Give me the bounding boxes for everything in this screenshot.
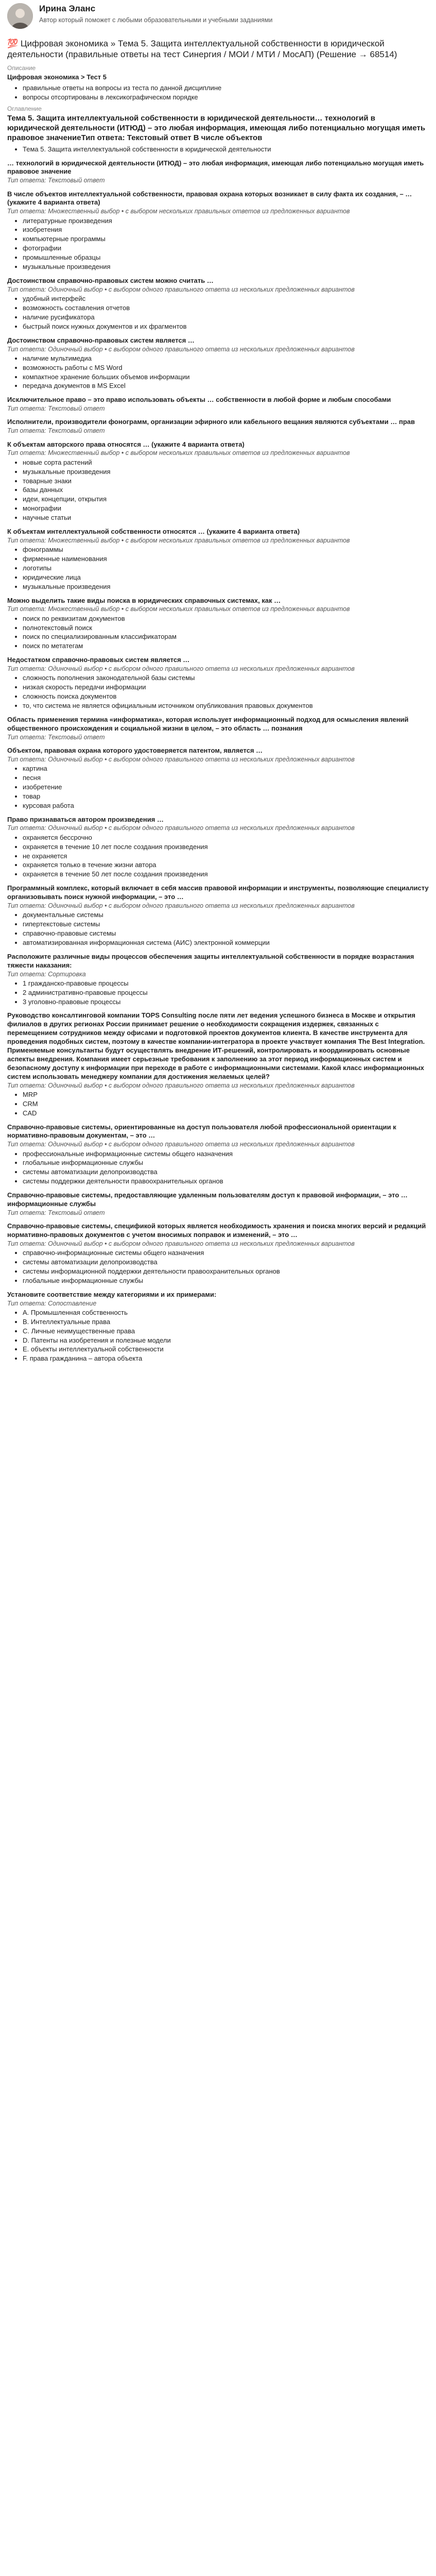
- options-list: [7, 295, 429, 331]
- question-block: [7, 1011, 429, 1117]
- option-item: • музыкальные произведения: [23, 468, 429, 477]
- options-list: [7, 834, 429, 879]
- toc-label: Оглавление: [7, 105, 42, 112]
- option-item: • гипертекстовые системы: [23, 920, 429, 929]
- question-text: Руководство консалтинговой компании TOPS Consulting после пяти лет ведения успешного бизнеса в Москве и открытия филиалов в других регионах России принимает решение о необходимости сокращения издержек, связанных с перемещением сотрудников между офисами и подготовкой проектов документов клиента. В качестве инструмента для проведения подобных систем, поэтому в качестве компании-интегратора в проекте участвует компания The Best Integration. Применяемые консультанты будут осуществлять внедрение ИТ-решений, контролировать и координировать основные аспекты внедрения. Компания имеет серьезные требования к заполнению за этот период информационных систем и безопасному доступу к информации при переходе в работе с информационными системами. Какой класс информационных систем использовать менеджеру компании для достижения желаемых целей?: [7, 1011, 425, 1080]
- option-item: • системы поддержки деятельности правоохранительных органов: [23, 1177, 429, 1186]
- question-text: Установите соответствие между категориями и их примерами:: [7, 1290, 217, 1298]
- question-text: В числе объектов интеллектуальной собственности, правовая охрана которых возникает в силу факта их создания, – … (укажите 4 варианта ответа): [7, 190, 412, 207]
- options-list: [7, 1091, 429, 1118]
- questions-list: [7, 159, 429, 1364]
- description-label: Описание: [7, 64, 36, 72]
- answer-type: Тип ответа: Одиночный выбор • с выбором одного правильного ответа из нескольких предложенных вариантов: [7, 1141, 355, 1148]
- question-block: [7, 656, 429, 710]
- option-item: • быстрый поиск нужных документов и их фрагментов: [23, 323, 429, 331]
- option-item: • монографии: [23, 504, 429, 513]
- toc-list: [7, 145, 429, 154]
- question-text: Справочно-правовые системы, спецификой которых является необходимость хранения и поиска многих версий и редакций нормативно-правовых документов с учетом вносимых поправок и изменений, – это …: [7, 1222, 426, 1239]
- option-item: • A. Промышленная собственность: [23, 1309, 429, 1317]
- description-list: [7, 84, 429, 102]
- answer-type: Тип ответа: Одиночный выбор • с выбором одного правильного ответа из нескольких предложенных вариантов: [7, 665, 355, 673]
- question-text: К объектам интеллектуальной собственности относятся … (укажите 4 варианта ответа): [7, 527, 300, 535]
- toc-title: Тема 5. Защита интеллектуальной собственности в юридической деятельности… технологий в юридической деятельности (ИТЮД) – это любая информация, имеющая либо потенциально могущая иметь правовое значениеТип ответа: Текстовый ответ В числе объектов: [7, 114, 426, 142]
- option-item: • автоматизированная информационная система (АИС) электронной коммерции: [23, 939, 429, 947]
- question-text: Исполнители, производители фонограмм, организации эфирного или кабельного вещания являются субъектами … прав: [7, 418, 415, 426]
- options-list: [7, 354, 429, 391]
- answer-type: Тип ответа: Одиночный выбор • с выбором одного правильного ответа из нескольких предложенных вариантов: [7, 345, 355, 353]
- option-item: • справочно-правовые системы: [23, 929, 429, 938]
- option-item: • не охраняется: [23, 852, 429, 861]
- question-text: Можно выделить такие виды поиска в юридических справочных системах, как …: [7, 596, 281, 604]
- question-block: [7, 1191, 429, 1217]
- question-text: Справочно-правовые системы, предоставляющие удаленным пользователям доступ к правовой информации, – это … информационные службы: [7, 1191, 408, 1208]
- answer-type: Тип ответа: Сопоставление: [7, 1299, 97, 1307]
- option-item: • музыкальные произведения: [23, 263, 429, 272]
- option-item: • изобретения: [23, 226, 429, 234]
- option-item: • товар: [23, 792, 429, 801]
- question-block: [7, 716, 429, 741]
- option-item: • промышленные образцы: [23, 253, 429, 262]
- question-text: Объектом, правовая охрана которого удостоверяется патентом, является …: [7, 747, 263, 754]
- option-item: • профессиональные информационные системы общего назначения: [23, 1150, 429, 1159]
- option-item: • новые сорта растений: [23, 459, 429, 467]
- answer-type: Тип ответа: Одиночный выбор • с выбором одного правильного ответа из нескольких предложенных вариантов: [7, 824, 355, 832]
- answer-type: Тип ответа: Одиночный выбор • с выбором одного правильного ответа из нескольких предложенных вариантов: [7, 902, 355, 909]
- option-item: • научные статьи: [23, 514, 429, 522]
- option-item: • юридические лица: [23, 573, 429, 582]
- options-list: [7, 765, 429, 810]
- options-list: [7, 546, 429, 591]
- question-text: Исключительное право – это право использовать объекты … собственности в любой форме и любым способами: [7, 396, 391, 404]
- option-item: • курсовая работа: [23, 802, 429, 810]
- question-block: [7, 953, 429, 1007]
- answer-type: Тип ответа: Одиночный выбор • с выбором одного правильного ответа из нескольких предложенных вариантов: [7, 755, 355, 763]
- option-item: • глобальные информационные службы: [23, 1159, 429, 1167]
- options-list: [7, 1150, 429, 1187]
- list-item: • вопросы отсортированы в лексикографическом порядке: [23, 93, 429, 102]
- answer-type: Тип ответа: Множественный выбор • с выбором нескольких правильных ответов из предложенных вариантов: [7, 449, 350, 457]
- option-item: • то, что система не является официальным источником опубликования правовых документов: [23, 702, 429, 710]
- option-item: • глобальные информационные службы: [23, 1277, 429, 1285]
- question-block: [7, 190, 429, 272]
- answer-type: Тип ответа: Одиночный выбор • с выбором одного правильного ответа из нескольких предложенных вариантов: [7, 1240, 355, 1247]
- answer-type: Тип ответа: Текстовый ответ: [7, 177, 105, 184]
- options-list: [7, 459, 429, 522]
- option-item: • поиск по реквизитам документов: [23, 615, 429, 623]
- question-text: Право признаваться автором произведения …: [7, 815, 164, 823]
- option-item: • удобный интерфейс: [23, 295, 429, 303]
- options-list: [7, 911, 429, 947]
- option-item: • F. права гражданина – автора объекта: [23, 1354, 429, 1363]
- option-item: • сложность пополнения законодательной базы системы: [23, 674, 429, 683]
- page-title: 💯 Цифровая экономика » Тема 5. Защита интеллектуальной собственности в юридической деятельности (правильные ответы на тест Синергия / МОИ / МТИ / МосАП) (Решение → 68514): [7, 39, 397, 60]
- option-item: • компактное хранение больших объемов информации: [23, 373, 429, 382]
- answer-type: Тип ответа: Множественный выбор • с выбором нескольких правильных ответов из предложенных вариантов: [7, 536, 350, 544]
- option-item: • поиск по метатегам: [23, 642, 429, 651]
- option-item: • фонограммы: [23, 546, 429, 554]
- option-item: • полнотекстовый поиск: [23, 624, 429, 633]
- option-item: • логотипы: [23, 564, 429, 573]
- option-item: • песня: [23, 774, 429, 783]
- option-item: • охраняется бессрочно: [23, 834, 429, 842]
- options-list: [7, 615, 429, 651]
- option-item: • изобретение: [23, 783, 429, 792]
- option-item: • системы автоматизации делопроизводства: [23, 1258, 429, 1267]
- question-text: Достоинством справочно-правовых систем можно считать …: [7, 276, 214, 284]
- answer-type: Тип ответа: Одиночный выбор • с выбором одного правильного ответа из нескольких предложенных вариантов: [7, 285, 355, 293]
- answer-type: Тип ответа: Текстовый ответ: [7, 427, 105, 435]
- option-item: • базы данных: [23, 486, 429, 495]
- breadcrumb[interactable]: Цифровая экономика > Тест 5: [7, 73, 107, 81]
- question-block: [7, 528, 429, 591]
- question-text: Недостатком справочно-правовых систем является …: [7, 656, 190, 664]
- avatar[interactable]: [7, 3, 33, 29]
- question-text: Программный комплекс, который включает в себя массив правовой информации и инструменты, позволяющие специалисту организовывать поиск нужной информации, – это …: [7, 884, 429, 901]
- option-item: • наличие мультимедиа: [23, 354, 429, 363]
- question-text: Достоинством справочно-правовых систем является …: [7, 336, 195, 344]
- question-block: [7, 747, 429, 810]
- question-block: [7, 418, 429, 435]
- author-bio: Автор который поможет с любыми образовательными и учебными заданиями: [39, 16, 273, 24]
- author-header: [7, 0, 429, 36]
- option-item: • 1 гражданско-правовые процессы: [23, 979, 429, 988]
- option-item: • 2 административно-правовые процессы: [23, 989, 429, 997]
- option-item: • фотографии: [23, 244, 429, 253]
- option-item: • MRP: [23, 1091, 429, 1099]
- option-item: • наличие русификатора: [23, 313, 429, 322]
- option-item: • B. Интеллектуальные права: [23, 1318, 429, 1327]
- option-item: • охраняется в течение 10 лет после создания произведения: [23, 843, 429, 852]
- option-item: • CRM: [23, 1100, 429, 1109]
- answer-type: Тип ответа: Одиночный выбор • с выбором одного правильного ответа из нескольких предложенных вариантов: [7, 1081, 355, 1089]
- option-item: • низкая скорость передачи информации: [23, 683, 429, 692]
- option-item: • компьютерные программы: [23, 235, 429, 244]
- question-block: [7, 597, 429, 651]
- question-block: [7, 336, 429, 391]
- option-item: • системы информационной поддержки деятельности правоохранительных органов: [23, 1267, 429, 1276]
- toc-item[interactable]: • Тема 5. Защита интеллектуальной собственности в юридической деятельности: [23, 145, 429, 154]
- option-item: • документальные системы: [23, 911, 429, 920]
- question-block: [7, 440, 429, 522]
- question-block: [7, 1222, 429, 1285]
- option-item: • передача документов в MS Excel: [23, 382, 429, 391]
- answer-type: Тип ответа: Сортировка: [7, 970, 86, 978]
- question-block: [7, 396, 429, 413]
- option-item: • поиск по специализированным классификаторам: [23, 633, 429, 641]
- options-list: [7, 674, 429, 710]
- options-list: [7, 1309, 429, 1363]
- option-item: • CAD: [23, 1109, 429, 1118]
- author-info: [39, 3, 272, 24]
- option-item: • картина: [23, 765, 429, 773]
- question-text: Расположите различные виды процессов обеспечения защиты интеллектуальной собственности в порядке возрастания тяжести наказания:: [7, 952, 414, 969]
- option-item: • возможность работы с MS Word: [23, 364, 429, 372]
- answer-type: Тип ответа: Текстовый ответ: [7, 1209, 105, 1216]
- answer-type: Тип ответа: Текстовый ответ: [7, 405, 105, 413]
- option-item: • идеи, концепции, открытия: [23, 495, 429, 504]
- answer-type: Тип ответа: Множественный выбор • с выбором нескольких правильных ответов из предложенных вариантов: [7, 605, 350, 613]
- question-text: Справочно-правовые системы, ориентированные на доступ пользователя любой профессиональной ориентации к нормативно-правовым документам, – это …: [7, 1123, 396, 1140]
- option-item: • справочно-информационные системы общего назначения: [23, 1249, 429, 1258]
- option-item: • музыкальные произведения: [23, 583, 429, 591]
- question-block: [7, 277, 429, 331]
- question-block: [7, 884, 429, 947]
- option-item: • D. Патенты на изобретения и полезные модели: [23, 1336, 429, 1345]
- option-item: • 3 уголовно-правовые процессы: [23, 998, 429, 1007]
- option-item: • C. Личные неимущественные права: [23, 1327, 429, 1336]
- option-item: • сложность поиска документов: [23, 692, 429, 701]
- question-text: К объектам авторского права относятся … (укажите 4 варианта ответа): [7, 440, 245, 448]
- options-list: [7, 217, 429, 272]
- options-list: [7, 979, 429, 1007]
- question-block: [7, 159, 429, 185]
- option-item: • товарные знаки: [23, 477, 429, 486]
- question-text: … технологий в юридической деятельности (ИТЮД) – это любая информация, имеющая либо потенциально могущая иметь правовое значение: [7, 159, 424, 176]
- option-item: • E. объекты интеллектуальной собственности: [23, 1345, 429, 1354]
- author-name[interactable]: Ирина Эланс: [39, 4, 96, 13]
- option-item: • охраняется в течение 50 лет после создания произведения: [23, 870, 429, 879]
- answer-type: Тип ответа: Множественный выбор • с выбором нескольких правильных ответов из предложенных вариантов: [7, 208, 350, 215]
- question-block: [7, 1123, 429, 1187]
- option-item: • охраняется только в течение жизни автора: [23, 861, 429, 870]
- user-photo-icon: [7, 3, 33, 29]
- answer-type: Тип ответа: Текстовый ответ: [7, 733, 105, 741]
- option-item: • фирменные наименования: [23, 555, 429, 564]
- question-block: [7, 1291, 429, 1363]
- list-item: • правильные ответы на вопросы из теста по данной дисциплине: [23, 84, 429, 93]
- question-block: [7, 816, 429, 879]
- question-text: Область применения термина «информатика», которая использует информационный подход для осмысления явлений общественного происхождения и социальной жизни в целом, – это область … познания: [7, 715, 409, 732]
- option-item: • возможность составления отчетов: [23, 304, 429, 313]
- option-item: • литературные произведения: [23, 217, 429, 226]
- options-list: [7, 1249, 429, 1285]
- option-item: • системы автоматизации делопроизводства: [23, 1168, 429, 1177]
